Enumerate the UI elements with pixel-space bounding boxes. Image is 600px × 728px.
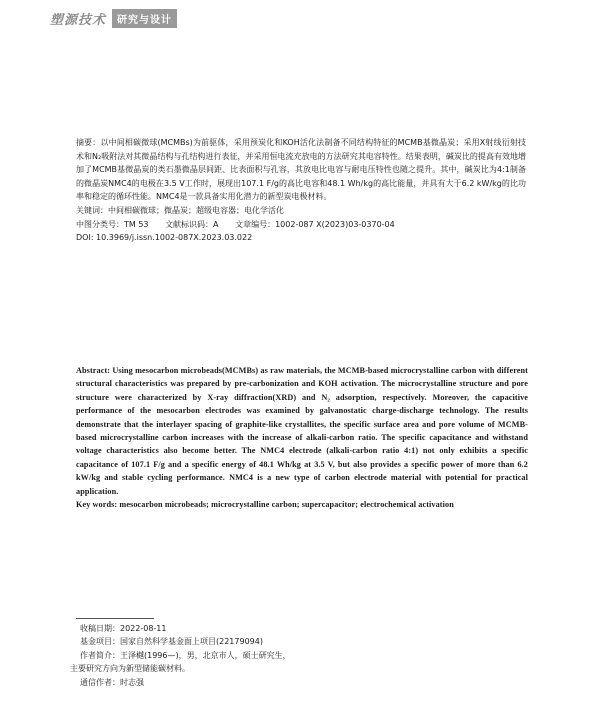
doi: DOI: 10.3969/j.issn.1002-087X.2023.03.022 bbox=[76, 233, 253, 243]
corresponding-author: 通信作者：时志强 bbox=[80, 677, 144, 687]
running-header bbox=[50, 8, 177, 28]
english-abstract-block bbox=[76, 364, 528, 511]
received-date: 收稿日期：2022-08-11 bbox=[80, 624, 167, 633]
classification-row bbox=[76, 218, 526, 232]
document-code: 文献标识码：A bbox=[165, 219, 219, 229]
chinese-keywords: 关键词：中间相碳微球；微晶炭；超级电容器；电化学活化 bbox=[76, 205, 284, 215]
article-number: 文章编号：1002-087 X(2023)03-0370-04 bbox=[235, 219, 395, 229]
chinese-abstract-block bbox=[76, 136, 526, 245]
journal-name: 塑源技术 bbox=[50, 12, 107, 28]
clc-number: 中图分类号：TM 53 bbox=[76, 219, 149, 229]
author-bio: 作者简介：王泽樾(1996—)，男，北京市人，硕士研究生， bbox=[80, 650, 291, 660]
section-tag: 研究与设计 bbox=[112, 9, 177, 28]
english-abstract: Abstract: Using mesocarbon microbeads(MCMBs) as raw materials, the MCMB-based microcrystalline carbon with different structural characteristics was prepared by pre-carbonization and KOH activation. The microcrystalline structure and pore structure were characterized by X-ray diffraction(XRD) and N₂ adsorption, respectively. Moreover, the capacitive performance of the mesocarbon electrodes was examined by galvanostatic charge-discharge technology. The results demonstrate that the interlayer spacing of graphite-like crystallites, the specific surface area and pore volume of MCMB-based microcrystalline carbon increases with the increase of alkali-carbon ratio. The specific capacitance and withstand voltage characteristics also become better. The NMC4 electrode (alkali-carbon ratio 4:1) not only exhibits a specific capacitance of 107.1 F/g and a specific energy of 48.1 Wh/kg at 3.5 V, but also provides a specific power of more than 6.2 kW/kg and stable cycling performance. NMC4 is a new type of carbon electrode material with potential for practical application. bbox=[76, 366, 528, 496]
chinese-abstract: 摘要：以中间相碳微球(MCMBs)为前驱体，采用预炭化和KOH活化法制备不同结构特征的MCMB基微晶炭；采用X射线衍射技术和N₂吸附法对其微晶结构与孔结构进行表征，并采用恒电流充放电的方法研究其电容特性。结果表明，碱炭比的提高有效地增加了MCMB基微晶炭的类石墨微晶层间距、比表面积与孔容，其放电比电容与耐电压特性也随之提升。其中，碱炭比为4:1制备的微晶炭NMC4的电极在3.5 V工作时，展现出107.1 F/g的高比电容和48.1 Wh/kg的高比能量，并具有大于6.2 kW/kg的比功率和稳定的循环性能。NMC4是一款具备实用化潜力的新型炭电极材料。 bbox=[76, 138, 526, 202]
author-bio-continued: 主要研究方向为新型储能碳材料。 bbox=[70, 664, 190, 674]
footnotes bbox=[70, 622, 540, 689]
english-keywords: Key words: mesocarbon microbeads; microcrystalline carbon; supercapacitor; electrochemical activation bbox=[76, 500, 454, 510]
fund-project: 基金项目：国家自然科学基金面上项目(22179094) bbox=[80, 637, 263, 647]
footnote-divider bbox=[76, 618, 154, 619]
